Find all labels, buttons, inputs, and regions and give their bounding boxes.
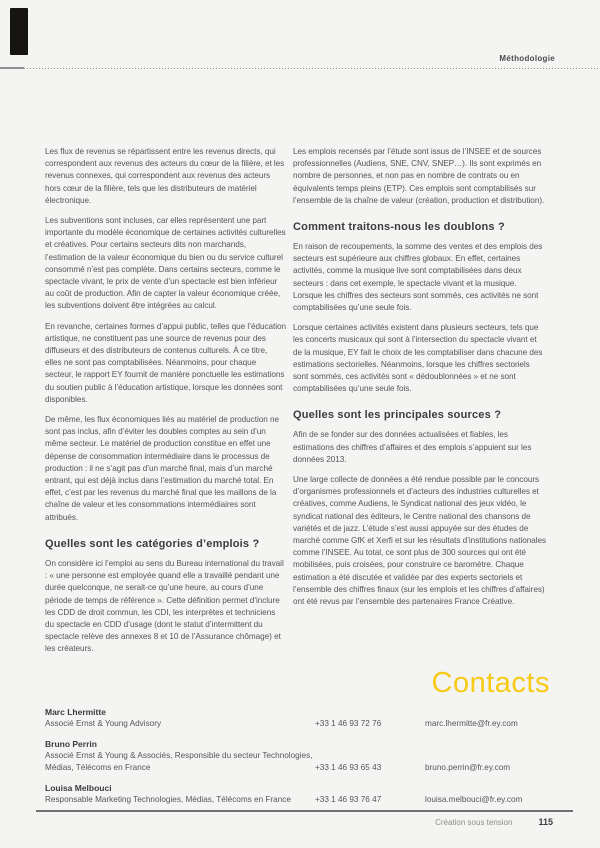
contact-row <box>45 782 555 806</box>
contact-info <box>45 738 315 774</box>
right-column <box>293 146 547 616</box>
section-heading-sources: Quelles sont les principales sources ? <box>293 409 502 422</box>
contact-name: Louisa Melbouci <box>45 783 112 793</box>
contact-phone: +33 1 46 93 72 76 <box>315 719 382 728</box>
paragraph: Afin de se fonder sur des données actualisées et fiables, les estimations des chiffres d’affaires et des emplois s’appuient sur les données 2013. <box>293 430 532 464</box>
contact-name: Marc Lhermitte <box>45 707 106 717</box>
footer-book-title: Création sous tension <box>435 818 513 827</box>
contact-email[interactable]: louisa.melbouci@fr.ey.com <box>425 795 523 804</box>
contact-email[interactable]: marc.lhermitte@fr.ey.com <box>425 719 518 728</box>
contact-role: Associé Ernst & Young & Associés, Responsible du secteur Technologies, Médias, Télécoms en France <box>45 751 313 772</box>
footer <box>435 817 553 827</box>
paragraph: Les emplois recensés par l’étude sont issus de l’INSEE et de sources professionnelles (Audiens, SNE, CNV, SNEP…). Ils sont exprimés en nombre de personnes, et non pas en nombre de contrats ou en équivalents temps pleins (ETP). Ces emplois sont comptabilisés sur l’ensemble de la chaîne de valeur (création, production et distribution). <box>293 147 545 205</box>
page-corner-tab <box>10 8 28 55</box>
contacts-list <box>45 706 555 814</box>
paragraph: En raison de recoupements, la somme des ventes et des emplois des secteurs est supérieure aux chiffres globaux. En effet, certaines activités, comme la musique live sont comptabilisées dans deux secteurs : dans cet exemple, le spectacle vivant et la musique. Lorsque les chiffres des secteurs sont sommés, ces activités ne sont comptabilisées qu’une seule fois. <box>293 242 543 313</box>
section-heading-employment-categories: Quelles sont les catégories d’emplois ? <box>45 537 260 550</box>
contact-role: Responsable Marketing Technologies, Médias, Télécoms en France <box>45 795 291 804</box>
header-section-label: Méthodologie <box>499 54 555 63</box>
contact-name: Bruno Perrin <box>45 739 97 749</box>
contacts-title: Contacts <box>431 667 550 699</box>
contact-role: Associé Ernst & Young Advisory <box>45 719 162 728</box>
paragraph: Lorsque certaines activités existent dans plusieurs secteurs, tels que les concerts musicaux qui sont à l’intersection du spectacle vivant et de la musique, EY fait le choix de les comptabiliser dans chacune des estimations sectorielles. Néanmoins, lorsque les chiffres sectoriels sont sommés, ces activités sont « dédoublonnées » et ne sont comptabilisées qu’une seule fois. <box>293 323 543 394</box>
left-column <box>45 146 286 664</box>
contact-info <box>45 782 315 806</box>
header-dotted-rule <box>0 68 600 69</box>
paragraph: De même, les flux économiques liés au matériel de production ne sont pas inclus, afin d’éviter les doubles comptes au sein d’un même secteur. Le matériel de production constitue en effet une dépense de consommation intermédiaire dans le processus de production : il ne s’agit pas d’un marché final, mais d’un marché entrant, qui est déjà inclus dans l’estimation du marché total. En effet, c’est par les revenus du marché final que les maillons de la chaîne de valeur et les consommations intermédiaires sont attribués. <box>45 415 279 522</box>
paragraph: Les flux de revenus se répartissent entre les revenus directs, qui correspondent aux revenus des acteurs du cœur de la filière, et les revenus connexes, qui correspondent aux revenus des acteurs hors cœur de la filière, tels que les distributeurs de matériel électronique. <box>45 147 285 205</box>
contact-email[interactable]: bruno.perrin@fr.ey.com <box>425 763 511 772</box>
contact-info <box>45 706 315 730</box>
section-heading-doublons: Comment traitons-nous les doublons ? <box>293 221 505 234</box>
paragraph: Les subventions sont incluses, car elles représentent une part importante du modèle économique de certaines activités culturelles et créatives. Pour certains secteurs dits non marchands, l’estimation de la valeur économique du bien ou du service culturel consommé n’est pas complète. Dans certains secteurs, comme le spectacle vivant, le prix de vente d’un spectacle est bien inférieur au coût de production. Afin de capter la valeur économique créée, les subventions doivent être intégrées au calcul. <box>45 216 286 311</box>
paragraph: On considère ici l’emploi au sens du Bureau international du travail : « une personne est employée quand elle a travaillé pendant une durée quelconque, ne serait-ce qu’une heure, au cours d’une période de temps de référence ». Cette définition permet d’inclure les CDD de droit commun, les CDI, les interprètes et techniciens du spectacle en CDD d’usage (dont le statut d’intermittent du spectacle relève des annexes 8 et 10 de l’Assurance chômage) et les créateurs. <box>45 558 284 654</box>
contact-phone: +33 1 46 93 65 43 <box>315 763 382 772</box>
contact-phone: +33 1 46 93 76 47 <box>315 795 382 804</box>
contact-row <box>45 738 555 774</box>
paragraph: En revanche, certaines formes d’appui public, telles que l’éducation artistique, ne constituent pas une source de revenus pour des diffuseurs et des distributeurs de contenus culturels. À ce titre, elles ne sont pas comptabilisées. Néanmoins, pour chaque secteur, le rapport EY fournit de manière ponctuelle les estimations du soutien public à l’éducation artistique, lorsque les données sont disponibles. <box>45 321 287 404</box>
paragraph: Une large collecte de données a été rendue possible par le concours d’organismes professionnels et d’acteurs des industries culturelles et créatives, comme Audiens, le Syndicat national des jeux vidéo, le syndicat national des éditeurs, le Centre national des chansons de variétés et de jazz. L’étude s’est aussi appuyée sur des études de marché comme GfK et Xerfi et sur les résultats d’institutions nationales comme l’INSEE. Au total, ce sont plus de 300 sources qui ont été mobilisées, puis croisées, pour construire ce baromètre. Chaque estimation a été discutée et validée par des experts sectoriels et l’ensemble des chiffres finaux (sur les emplois et les chiffres d’affaires) ont été revus par l’ensemble des partenaires France Créative. <box>293 475 547 607</box>
footer-page-number: 115 <box>538 817 553 827</box>
header-rule-left-cap <box>0 67 24 69</box>
contact-row <box>45 706 555 730</box>
footer-rule <box>36 810 573 812</box>
